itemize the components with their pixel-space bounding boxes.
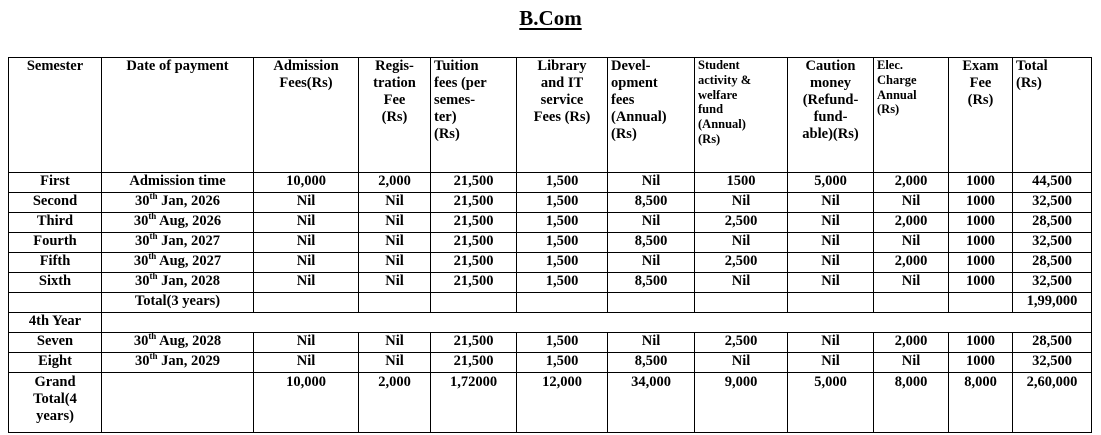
cell-date-of-payment [102, 373, 254, 433]
cell-elec-charge: 2,000 [874, 173, 949, 193]
cell-student-activity-fund: 1500 [695, 173, 788, 193]
grand-total-row [9, 373, 1092, 433]
column-header-9: Caution money (Refund- fund- able)(Rs) [788, 58, 874, 173]
cell-library-it-fees: 1,500 [517, 353, 608, 373]
table-row [9, 273, 1092, 293]
column-header-7: Devel- opment fees (Annual) (Rs) [608, 58, 695, 173]
cell-development-fees: Nil [608, 333, 695, 353]
cell-registration-fee: Nil [359, 253, 431, 273]
cell-development-fees: Nil [608, 173, 695, 193]
cell-admission-fees: Nil [254, 273, 359, 293]
cell-caution-money: Nil [788, 193, 874, 213]
cell-exam-fee: 1000 [949, 273, 1013, 293]
table-row [9, 253, 1092, 273]
cell-registration-fee: Nil [359, 273, 431, 293]
cell-total: 32,500 [1013, 273, 1092, 293]
cell-admission-fees: Nil [254, 213, 359, 233]
cell-admission-fees: 10,000 [254, 173, 359, 193]
cell-development-fees: 8,500 [608, 353, 695, 373]
cell-total: 44,500 [1013, 173, 1092, 193]
cell-development-fees [608, 293, 695, 313]
cell-tuition-fees: 21,500 [431, 353, 517, 373]
table-row [9, 173, 1092, 193]
column-header-11: Exam Fee (Rs) [949, 58, 1013, 173]
cell-admission-fees: Nil [254, 193, 359, 213]
cell-library-it-fees: 1,500 [517, 233, 608, 253]
cell-admission-fees: Nil [254, 253, 359, 273]
cell-exam-fee [949, 293, 1013, 313]
cell-semester: Grand Total(4 years) [9, 373, 102, 433]
table-row [9, 193, 1092, 213]
cell-elec-charge: Nil [874, 273, 949, 293]
cell-tuition-fees: 21,500 [431, 333, 517, 353]
section-label: 4th Year [9, 313, 102, 333]
cell-registration-fee [359, 293, 431, 313]
cell-caution-money: Nil [788, 233, 874, 253]
cell-exam-fee: 8,000 [949, 373, 1013, 433]
cell-date-of-payment: 30th Jan, 2029 [102, 353, 254, 373]
page-title: B.Com [519, 6, 582, 30]
cell-registration-fee: 2,000 [359, 173, 431, 193]
cell-student-activity-fund: 2,500 [695, 213, 788, 233]
cell-semester: Third [9, 213, 102, 233]
cell-tuition-fees: 21,500 [431, 193, 517, 213]
cell-registration-fee: Nil [359, 333, 431, 353]
cell-admission-fees: Nil [254, 233, 359, 253]
table-row [9, 353, 1092, 373]
cell-total: 28,500 [1013, 333, 1092, 353]
cell-elec-charge: Nil [874, 193, 949, 213]
cell-tuition-fees: 21,500 [431, 173, 517, 193]
cell-date-of-payment: 30th Aug, 2026 [102, 213, 254, 233]
cell-caution-money: 5,000 [788, 373, 874, 433]
cell-caution-money [788, 293, 874, 313]
cell-registration-fee: 2,000 [359, 373, 431, 433]
cell-total: 32,500 [1013, 193, 1092, 213]
table-header [9, 58, 1092, 173]
cell-exam-fee: 1000 [949, 333, 1013, 353]
cell-exam-fee: 1000 [949, 173, 1013, 193]
column-header-5: Tuition fees (per semes- ter) (Rs) [431, 58, 517, 173]
cell-total: 1,99,000 [1013, 293, 1092, 313]
cell-semester: Second [9, 193, 102, 213]
cell-student-activity-fund: Nil [695, 353, 788, 373]
cell-semester: Eight [9, 353, 102, 373]
cell-development-fees: 34,000 [608, 373, 695, 433]
fee-table-container [8, 57, 1091, 433]
cell-total: 32,500 [1013, 233, 1092, 253]
cell-total: 32,500 [1013, 353, 1092, 373]
cell-date-of-payment: Total(3 years) [102, 293, 254, 313]
cell-caution-money: Nil [788, 213, 874, 233]
cell-library-it-fees: 1,500 [517, 193, 608, 213]
cell-student-activity-fund: 2,500 [695, 333, 788, 353]
cell-semester: Seven [9, 333, 102, 353]
table-row [9, 213, 1092, 233]
cell-elec-charge [874, 293, 949, 313]
cell-elec-charge: 2,000 [874, 253, 949, 273]
cell-library-it-fees: 12,000 [517, 373, 608, 433]
column-header-4: Regis- tration Fee (Rs) [359, 58, 431, 173]
cell-exam-fee: 1000 [949, 233, 1013, 253]
cell-date-of-payment: 30th Jan, 2026 [102, 193, 254, 213]
section-spacer [102, 313, 1092, 333]
cell-semester [9, 293, 102, 313]
cell-admission-fees [254, 293, 359, 313]
cell-student-activity-fund: Nil [695, 233, 788, 253]
cell-student-activity-fund: 2,500 [695, 253, 788, 273]
cell-library-it-fees: 1,500 [517, 173, 608, 193]
column-header-12: Total (Rs) [1013, 58, 1092, 173]
cell-student-activity-fund [695, 293, 788, 313]
cell-exam-fee: 1000 [949, 193, 1013, 213]
cell-date-of-payment: 30th Jan, 2027 [102, 233, 254, 253]
cell-total: 28,500 [1013, 213, 1092, 233]
cell-tuition-fees: 21,500 [431, 253, 517, 273]
column-header-6: Library and IT service Fees (Rs) [517, 58, 608, 173]
column-header-2: Date of payment [102, 58, 254, 173]
cell-tuition-fees: 21,500 [431, 213, 517, 233]
cell-library-it-fees [517, 293, 608, 313]
cell-library-it-fees: 1,500 [517, 213, 608, 233]
cell-elec-charge: Nil [874, 233, 949, 253]
page-title-container [0, 0, 1101, 31]
cell-tuition-fees: 21,500 [431, 233, 517, 253]
table-row [9, 333, 1092, 353]
cell-date-of-payment: 30th Jan, 2028 [102, 273, 254, 293]
cell-registration-fee: Nil [359, 353, 431, 373]
cell-admission-fees: 10,000 [254, 373, 359, 433]
cell-semester: Fourth [9, 233, 102, 253]
cell-registration-fee: Nil [359, 233, 431, 253]
cell-elec-charge: 8,000 [874, 373, 949, 433]
cell-student-activity-fund: Nil [695, 273, 788, 293]
column-header-1: Semester [9, 58, 102, 173]
cell-semester: Fifth [9, 253, 102, 273]
cell-caution-money: Nil [788, 353, 874, 373]
fee-structure-table [8, 57, 1092, 433]
cell-registration-fee: Nil [359, 193, 431, 213]
cell-admission-fees: Nil [254, 333, 359, 353]
column-header-10: Elec. Charge Annual (Rs) [874, 58, 949, 173]
subtotal-row [9, 293, 1092, 313]
cell-date-of-payment: Admission time [102, 173, 254, 193]
cell-tuition-fees: 21,500 [431, 273, 517, 293]
cell-student-activity-fund: Nil [695, 193, 788, 213]
column-header-8: Student activity & welfare fund (Annual) (Rs) [695, 58, 788, 173]
cell-development-fees: 8,500 [608, 233, 695, 253]
cell-elec-charge: 2,000 [874, 333, 949, 353]
cell-elec-charge: 2,000 [874, 213, 949, 233]
cell-caution-money: 5,000 [788, 173, 874, 193]
cell-caution-money: Nil [788, 333, 874, 353]
cell-development-fees: 8,500 [608, 273, 695, 293]
header-row [9, 58, 1092, 173]
cell-exam-fee: 1000 [949, 253, 1013, 273]
cell-semester: First [9, 173, 102, 193]
column-header-3: Admission Fees(Rs) [254, 58, 359, 173]
cell-semester: Sixth [9, 273, 102, 293]
cell-student-activity-fund: 9,000 [695, 373, 788, 433]
cell-development-fees: Nil [608, 253, 695, 273]
cell-caution-money: Nil [788, 253, 874, 273]
cell-library-it-fees: 1,500 [517, 273, 608, 293]
cell-elec-charge: Nil [874, 353, 949, 373]
section-row [9, 313, 1092, 333]
cell-total: 28,500 [1013, 253, 1092, 273]
cell-caution-money: Nil [788, 273, 874, 293]
cell-exam-fee: 1000 [949, 353, 1013, 373]
cell-library-it-fees: 1,500 [517, 333, 608, 353]
cell-tuition-fees [431, 293, 517, 313]
cell-exam-fee: 1000 [949, 213, 1013, 233]
cell-total: 2,60,000 [1013, 373, 1092, 433]
table-body [9, 173, 1092, 433]
cell-library-it-fees: 1,500 [517, 253, 608, 273]
cell-tuition-fees: 1,72000 [431, 373, 517, 433]
cell-admission-fees: Nil [254, 353, 359, 373]
cell-registration-fee: Nil [359, 213, 431, 233]
table-row [9, 233, 1092, 253]
cell-date-of-payment: 30th Aug, 2027 [102, 253, 254, 273]
cell-date-of-payment: 30th Aug, 2028 [102, 333, 254, 353]
cell-development-fees: Nil [608, 213, 695, 233]
cell-development-fees: 8,500 [608, 193, 695, 213]
